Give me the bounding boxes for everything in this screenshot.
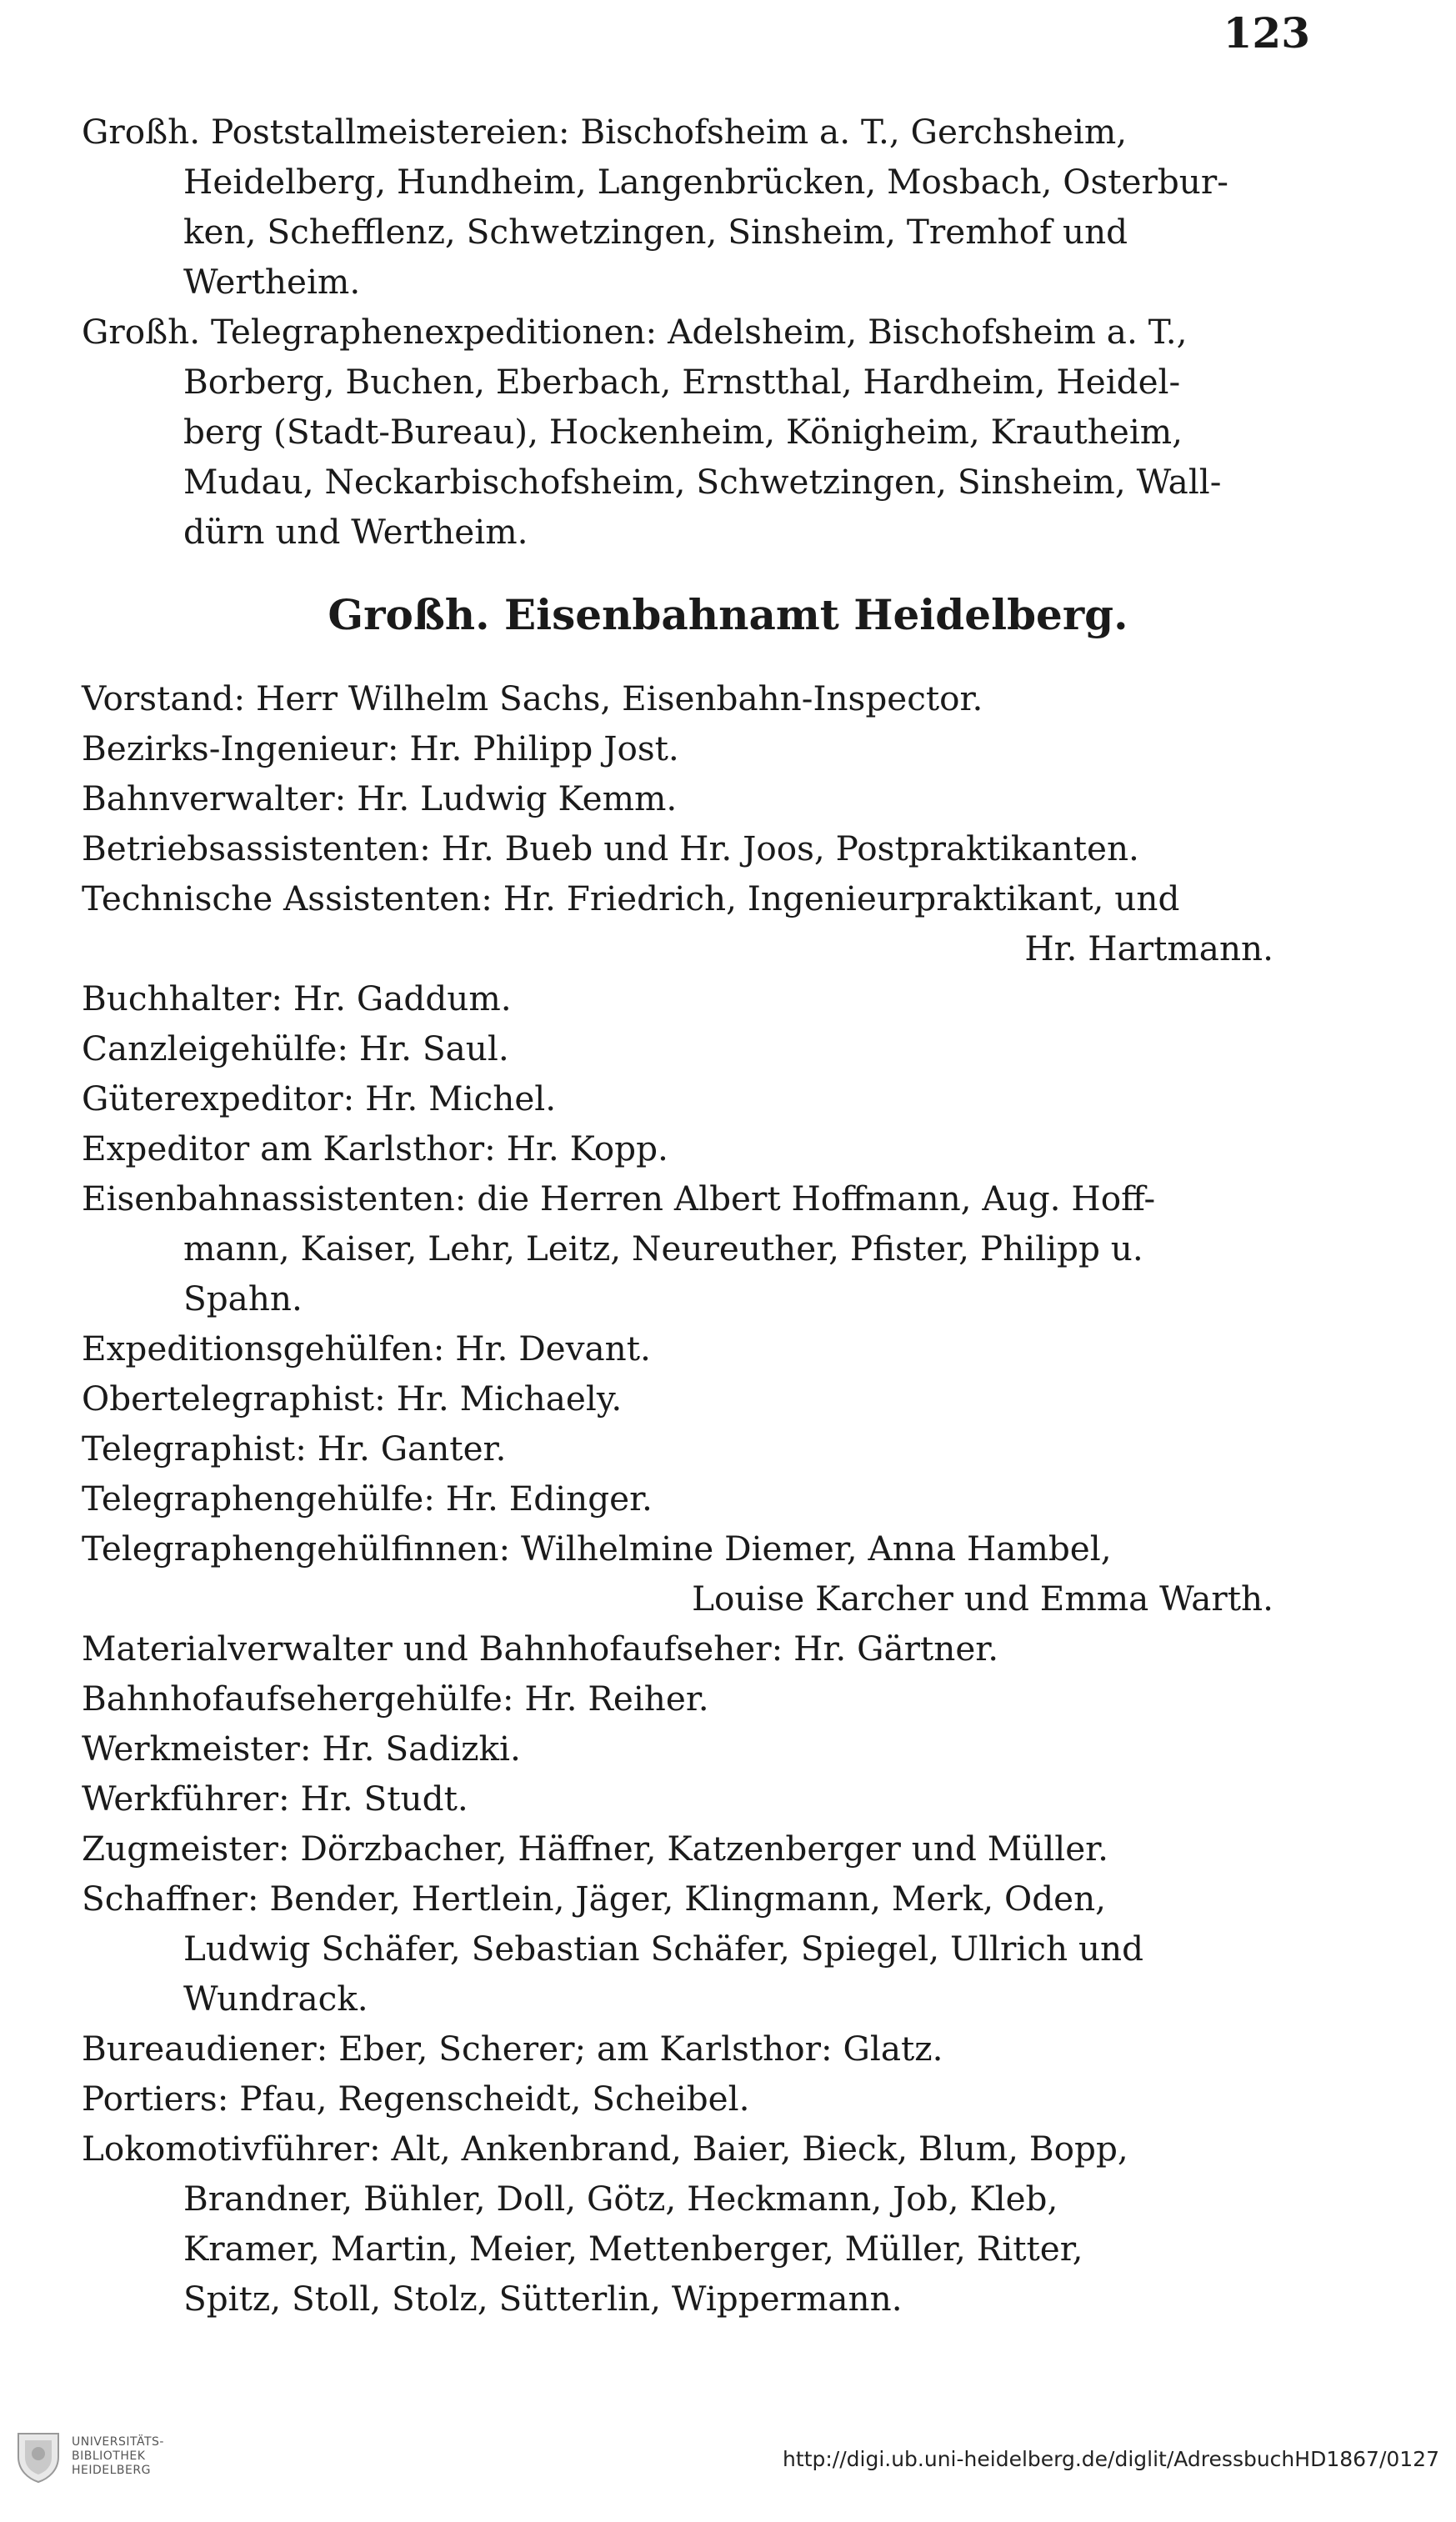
logo-line-1: UNIVERSITÄTS-	[72, 2434, 164, 2449]
entry-line: Werkmeister: Hr. Sadizki.	[82, 1729, 521, 1769]
directory-entry	[82, 1073, 1315, 1123]
directory-entry	[82, 973, 1315, 1023]
entry-line: Großh. Poststallmeistereien: Bischofsheim a. T., Gerchsheim,	[82, 112, 1128, 152]
section-heading: Großh. Eisenbahnamt Heidelberg.	[328, 590, 1128, 639]
directory-entry	[82, 2124, 1315, 2324]
entry-line: Schaffner: Bender, Hertlein, Jäger, Klingmann, Merk, Oden,	[82, 1879, 1107, 1919]
entry-line-continued: Louise Karcher und Emma Warth.	[692, 1579, 1273, 1619]
library-seal-icon	[13, 2429, 63, 2484]
entry-line: Mudau, Neckarbischofsheim, Schwetzingen, Sinsheim, Wall-	[183, 462, 1222, 502]
entry-line: mann, Kaiser, Lehr, Leitz, Neureuther, Pfister, Philipp u.	[183, 1228, 1143, 1269]
personnel-entries-block	[82, 673, 1315, 2324]
directory-entry	[82, 873, 1315, 973]
entry-line: Buchhalter: Hr. Gaddum.	[82, 978, 512, 1018]
entry-line: Eisenbahnassistenten: die Herren Albert Hoffmann, Aug. Hoff-	[82, 1178, 1156, 1218]
directory-entry	[82, 1874, 1315, 2024]
entry-line: Betriebsassistenten: Hr. Bueb und Hr. Joos, Postpraktikanten.	[82, 828, 1139, 868]
source-url[interactable]: http://digi.ub.uni-heidelberg.de/diglit/AdressbuchHD1867/0127	[783, 2447, 1439, 2471]
logo-line-2: BIBLIOTHEK	[72, 2449, 146, 2463]
entry-line: Telegraphist: Hr. Ganter.	[82, 1429, 507, 1469]
entry-line: Güterexpeditor: Hr. Michel.	[82, 1078, 557, 1118]
entry-line: Zugmeister: Dörzbacher, Häffner, Katzenberger und Müller.	[82, 1829, 1108, 1869]
top-entries-block	[82, 107, 1315, 557]
directory-entry	[82, 1724, 1315, 1774]
directory-entry	[82, 1524, 1315, 1624]
entry-line: Canzleigehülfe: Hr. Saul.	[82, 1028, 509, 1068]
directory-entry	[82, 307, 1315, 557]
entry-line: Kramer, Martin, Meier, Mettenberger, Müller, Ritter,	[183, 2229, 1083, 2269]
directory-entry	[82, 1123, 1315, 1173]
entry-line: Portiers: Pfau, Regenscheidt, Scheibel.	[82, 2079, 750, 2119]
directory-entry	[82, 1173, 1315, 1324]
entry-line: Telegraphengehülfe: Hr. Edinger.	[82, 1479, 653, 1519]
directory-entry	[82, 1424, 1315, 1474]
entry-line: dürn und Wertheim.	[183, 512, 528, 552]
directory-entry	[82, 1824, 1315, 1874]
entry-line: Bureaudiener: Eber, Scherer; am Karlsthor: Glatz.	[82, 2029, 943, 2069]
page-number: 123	[1223, 8, 1310, 58]
directory-entry	[82, 723, 1315, 773]
entry-line-continued: Hr. Hartmann.	[1024, 928, 1273, 968]
directory-entry	[82, 1474, 1315, 1524]
entry-line: Borberg, Buchen, Eberbach, Ernstthal, Hardheim, Heidel-	[183, 362, 1181, 402]
directory-entry	[82, 1374, 1315, 1424]
directory-entry	[82, 2074, 1315, 2124]
entry-line: Wertheim.	[183, 262, 361, 302]
directory-entry	[82, 1023, 1315, 1073]
directory-entry	[82, 1674, 1315, 1724]
entry-line: Brandner, Bühler, Doll, Götz, Heckmann, Job, Kleb,	[183, 2179, 1058, 2219]
library-logo	[13, 2423, 205, 2489]
entry-line: Bahnhofaufsehergehülfe: Hr. Reiher.	[82, 1679, 709, 1719]
directory-entry	[82, 1324, 1315, 1374]
entry-line: Heidelberg, Hundheim, Langenbrücken, Mosbach, Osterbur-	[183, 162, 1228, 202]
entry-line: Bahnverwalter: Hr. Ludwig Kemm.	[82, 778, 678, 818]
entry-line: Wundrack.	[183, 1979, 368, 2019]
entry-line: Ludwig Schäfer, Sebastian Schäfer, Spiegel, Ullrich und	[183, 1929, 1144, 1969]
directory-entry	[82, 823, 1315, 873]
entry-line: Werkführer: Hr. Studt.	[82, 1779, 468, 1819]
entry-line: Technische Assistenten: Hr. Friedrich, Ingenieurpraktikant, und	[82, 878, 1180, 918]
directory-entry	[82, 2024, 1315, 2074]
logo-line-3: HEIDELBERG	[72, 2463, 151, 2477]
directory-entry	[82, 673, 1315, 723]
entry-line: Telegraphengehülfinnen: Wilhelmine Diemer, Anna Hambel,	[82, 1529, 1112, 1569]
entry-line: Spitz, Stoll, Stolz, Sütterlin, Wippermann.	[183, 2279, 903, 2319]
directory-entry	[82, 107, 1315, 307]
entry-line: Vorstand: Herr Wilhelm Sachs, Eisenbahn-Inspector.	[82, 678, 983, 718]
entry-line: Obertelegraphist: Hr. Michaely.	[82, 1379, 623, 1419]
entry-line: Lokomotivführer: Alt, Ankenbrand, Baier, Bieck, Blum, Bopp,	[82, 2129, 1128, 2169]
directory-entry	[82, 773, 1315, 823]
directory-entry	[82, 1624, 1315, 1674]
entry-line: Großh. Telegraphenexpeditionen: Adelsheim, Bischofsheim a. T.,	[82, 312, 1188, 352]
entry-line: Bezirks-Ingenieur: Hr. Philipp Jost.	[82, 728, 679, 768]
entry-line: Materialverwalter und Bahnhofaufseher: Hr. Gärtner.	[82, 1629, 999, 1669]
entry-line: ken, Schefflenz, Schwetzingen, Sinsheim, Tremhof und	[183, 212, 1128, 252]
entry-line: Expeditor am Karlsthor: Hr. Kopp.	[82, 1128, 668, 1168]
directory-entry	[82, 1774, 1315, 1824]
entry-line: berg (Stadt-Bureau), Hockenheim, Königheim, Krautheim,	[183, 412, 1183, 452]
entry-line: Expeditionsgehülfen: Hr. Devant.	[82, 1329, 651, 1369]
entry-line: Spahn.	[183, 1279, 303, 1319]
